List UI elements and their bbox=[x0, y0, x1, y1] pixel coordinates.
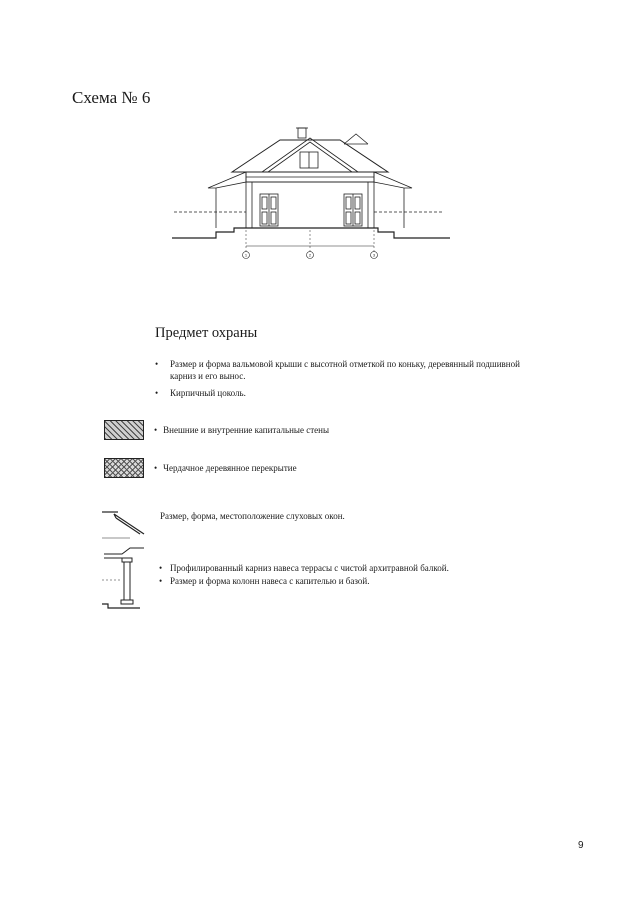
axis-label-2: 2 bbox=[308, 252, 312, 258]
dormer-fragment-icon bbox=[100, 508, 150, 542]
list-item: • Кирпичный цоколь. bbox=[152, 387, 542, 399]
building-elevation-drawing bbox=[168, 122, 458, 262]
list-item: • Размер и форма колонн навеса с капителью и базой. bbox=[158, 575, 538, 587]
axis-label-3: 3 bbox=[372, 252, 376, 258]
legend-floor-label: Чердачное деревянное перекрытие bbox=[163, 463, 297, 473]
protection-subject-list bbox=[152, 358, 542, 404]
page-number: 9 bbox=[578, 840, 584, 851]
list-item: • Размер и форма вальмовой крыши с высотной отметкой по коньку, деревянный подшивной карниз и его вынос. bbox=[152, 358, 542, 382]
cross-hatch-swatch bbox=[104, 458, 144, 478]
legend-walls-label: Внешние и внутренние капитальные стены bbox=[163, 425, 329, 435]
diagonal-hatch-swatch bbox=[104, 420, 144, 440]
legend-walls: • Внешние и внутренние капитальные стены bbox=[104, 420, 329, 440]
legend-floor: • Чердачное деревянное перекрытие bbox=[104, 458, 297, 478]
list-item: • Профилированный карниз навеса террасы с чистой архитравной балкой. bbox=[158, 562, 538, 574]
page-title: Схема № 6 bbox=[72, 88, 151, 107]
dormer-note: Размер, форма, местоположение слуховых окон. bbox=[160, 511, 345, 521]
section-heading: Предмет охраны bbox=[155, 325, 258, 341]
axis-label-1: 1 bbox=[244, 252, 248, 258]
cornice-column-fragment-icon bbox=[100, 544, 150, 610]
cornice-list bbox=[158, 562, 538, 588]
